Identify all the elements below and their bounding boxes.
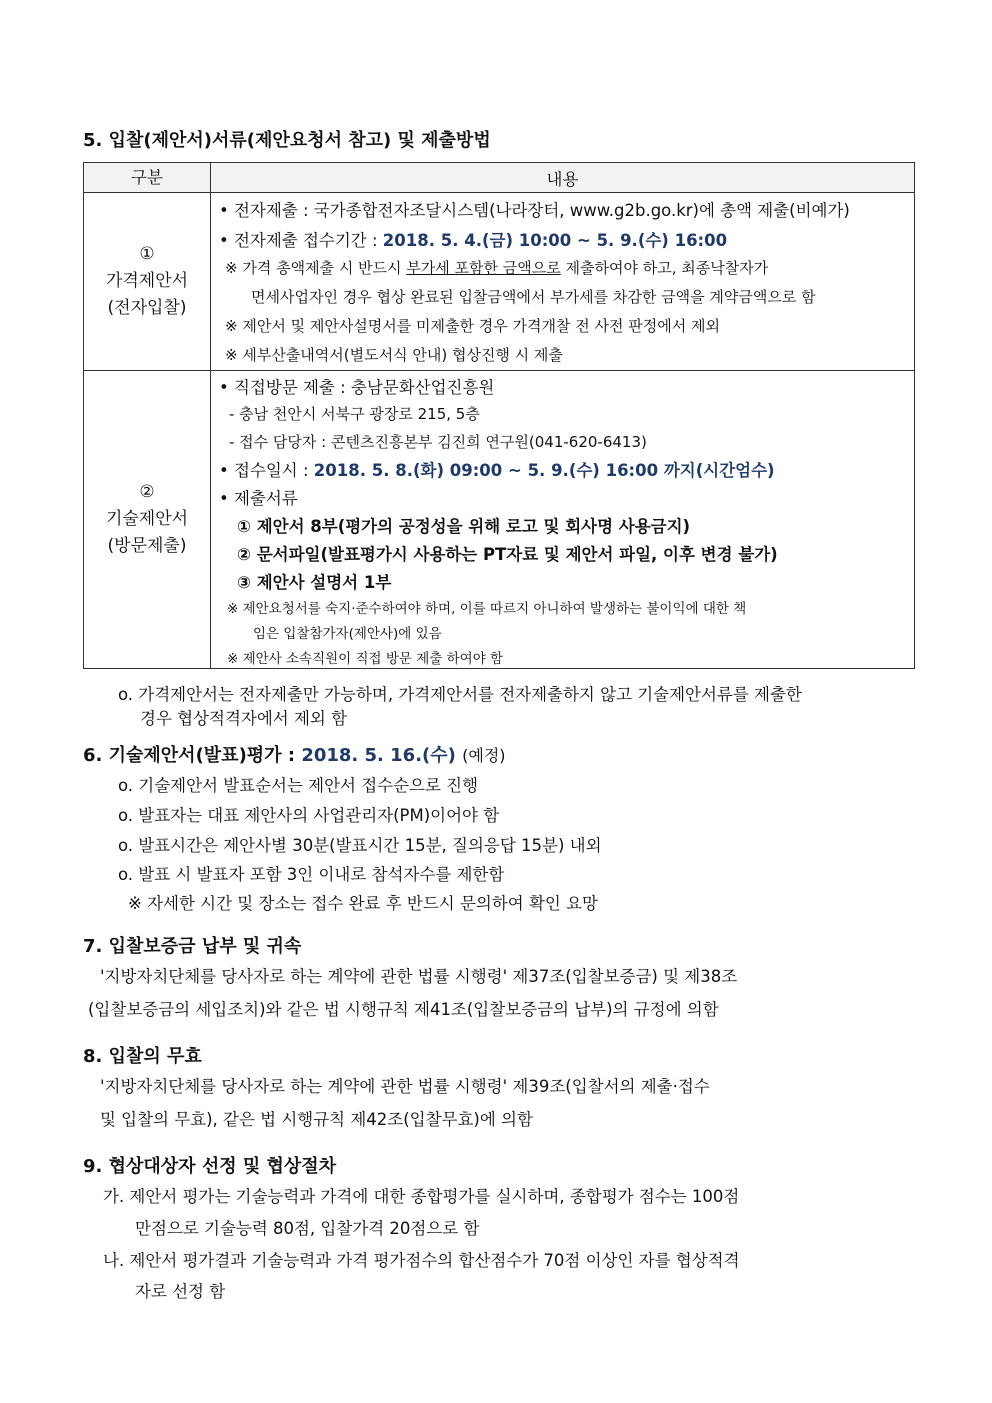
price-line-5: ※ 제안서 및 제안사설명서를 미제출한 경우 가격개찰 전 사전 판정에서 제외 (225, 317, 720, 335)
sec7-line-2: (입찰보증금의 세입조치)와 같은 법 시행규칙 제41조(입찰보증금의 납부)의 규정에 의함 (88, 1000, 719, 1019)
sec6-item-3: o. 발표시간은 제안사별 30분(발표시간 15분, 질의응답 15분) 내외 (118, 836, 602, 855)
sec6-item-1: o. 기술제안서 발표순서는 제안서 접수순으로 진행 (118, 776, 479, 795)
table-row-price (84, 193, 915, 371)
sec5-note-1: o. 가격제안서는 전자제출만 가능하며, 가격제안서를 전자제출하지 않고 기술제안서류를 제출한 (118, 685, 802, 704)
tech-period-label: • 접수일시 : (219, 461, 314, 480)
section-7-heading: 7. 입찰보증금 납부 및 귀속 (83, 936, 302, 957)
tech-line-8: ③ 제안사 설명서 1부 (237, 573, 392, 592)
sec9-item-b-1: 나. 제안서 평가결과 기술능력과 가격 평가점수의 합산점수가 70점 이상인 자를 협상적격 (103, 1251, 740, 1270)
price-line-4: 면세사업자인 경우 협상 완료된 입찰금액에서 부가세를 차감한 금액을 계약금액으로 함 (251, 288, 816, 306)
table-header-row (84, 163, 915, 193)
sec5-note-2: 경우 협상적격자에서 제외 함 (140, 709, 348, 728)
price-line-2 (219, 227, 727, 251)
submission-table (83, 162, 915, 669)
sec6-item-5: ※ 자세한 시간 및 장소는 접수 완료 후 반드시 문의하여 확인 요망 (128, 894, 598, 913)
sec6-item-4: o. 발표 시 발표자 포함 3인 이내로 참석자수를 제한함 (118, 865, 505, 884)
price-period-value: 2018. 5. 4.(금) 10:00 ~ 5. 9.(수) 16:00 (382, 231, 728, 250)
tech-number: ② (139, 482, 155, 502)
tech-type: (방문제출) (107, 536, 187, 556)
price-period-label: • 전자제출 접수기간 : (219, 231, 383, 250)
section-6-date: 2018. 5. 16.(수) (301, 745, 456, 766)
sec8-line-1: '지방자치단체를 당사자로 하는 계약에 관한 법률 시행령' 제39조(입찰서의 제출·접수 (100, 1077, 710, 1096)
section-6-tag: (예정) (462, 746, 506, 765)
tech-content-cell (211, 371, 915, 669)
tech-line-3: - 접수 담당자 : 콘텐츠진흥본부 김진희 연구원(041-620-6413) (229, 433, 647, 451)
tech-period-value: 2018. 5. 8.(화) 09:00 ~ 5. 9.(수) 16:00 까지(시간엄수) (313, 461, 775, 480)
section-8-heading: 8. 입찰의 무효 (83, 1046, 202, 1067)
price-line-1: • 전자제출 : 국가종합전자조달시스템(나라장터, www.g2b.go.kr)에 총액 제출(비예가) (219, 201, 850, 220)
sec9-item-a-2: 만점으로 기술능력 80점, 입찰가격 20점으로 함 (135, 1219, 480, 1238)
price-number: ① (139, 244, 155, 264)
section-9-heading: 9. 협상대상자 선정 및 협상절차 (83, 1156, 337, 1177)
sec9-item-a-1: 가. 제안서 평가는 기술능력과 가격에 대한 종합평가를 실시하며, 종합평가 점수는 100점 (103, 1187, 740, 1206)
price-content-cell (211, 193, 915, 371)
sec8-line-2: 및 입찰의 무효), 같은 법 시행규칙 제42조(입찰무효)에 의함 (100, 1110, 533, 1129)
section-6-heading (83, 741, 506, 767)
tech-name: 기술제안서 (105, 509, 189, 529)
table-row-technical (84, 371, 915, 669)
price-category-cell (84, 193, 211, 371)
tech-line-2: - 충남 천안시 서북구 광장로 215, 5층 (229, 405, 480, 423)
price-name: 가격제안서 (105, 271, 189, 291)
price-note-b: 제출하여야 하고, 최종낙찰자가 (560, 259, 769, 277)
sec9-item-b-2: 자로 선정 함 (135, 1282, 226, 1301)
header-content: 내용 (211, 163, 915, 193)
price-line-6: ※ 세부산출내역서(별도서식 안내) 협상진행 시 제출 (225, 346, 563, 364)
price-line-3 (225, 257, 768, 278)
tech-line-11: ※ 제안사 소속직원이 직접 방문 제출 하여야 함 (227, 651, 504, 667)
tech-line-10: 임은 입찰참가자(제안사)에 있음 (253, 626, 442, 642)
tech-line-5: • 제출서류 (219, 489, 298, 508)
tech-line-7: ② 문서파일(발표평가시 사용하는 PT자료 및 제안서 파일, 이후 변경 불가) (237, 545, 778, 564)
tech-line-1: • 직접방문 제출 : 충남문화산업진흥원 (219, 378, 495, 397)
tech-category-cell (84, 371, 211, 669)
price-type: (전자입찰) (107, 298, 187, 318)
tech-line-6: ① 제안서 8부(평가의 공정성을 위해 로고 및 회사명 사용금지) (237, 517, 691, 536)
sec6-item-2: o. 발표자는 대표 제안사의 사업관리자(PM)이어야 함 (118, 806, 500, 825)
tech-line-9: ※ 제안요청서를 숙지·준수하여야 하며, 이를 따르지 아니하여 발생하는 불이익에 대한 책 (227, 601, 747, 617)
price-note-underlined: 부가세 포함한 금액으로 (406, 259, 561, 277)
section-5-heading: 5. 입찰(제안서)서류(제안요청서 참고) 및 제출방법 (83, 130, 491, 151)
section-6-title: 6. 기술제안서(발표)평가 : (83, 745, 302, 766)
price-note-a: ※ 가격 총액제출 시 반드시 (225, 259, 407, 277)
sec7-line-1: '지방자치단체를 당사자로 하는 계약에 관한 법률 시행령' 제37조(입찰보증금) 및 제38조 (100, 967, 738, 986)
tech-line-4 (219, 457, 775, 481)
header-category: 구분 (84, 163, 211, 193)
